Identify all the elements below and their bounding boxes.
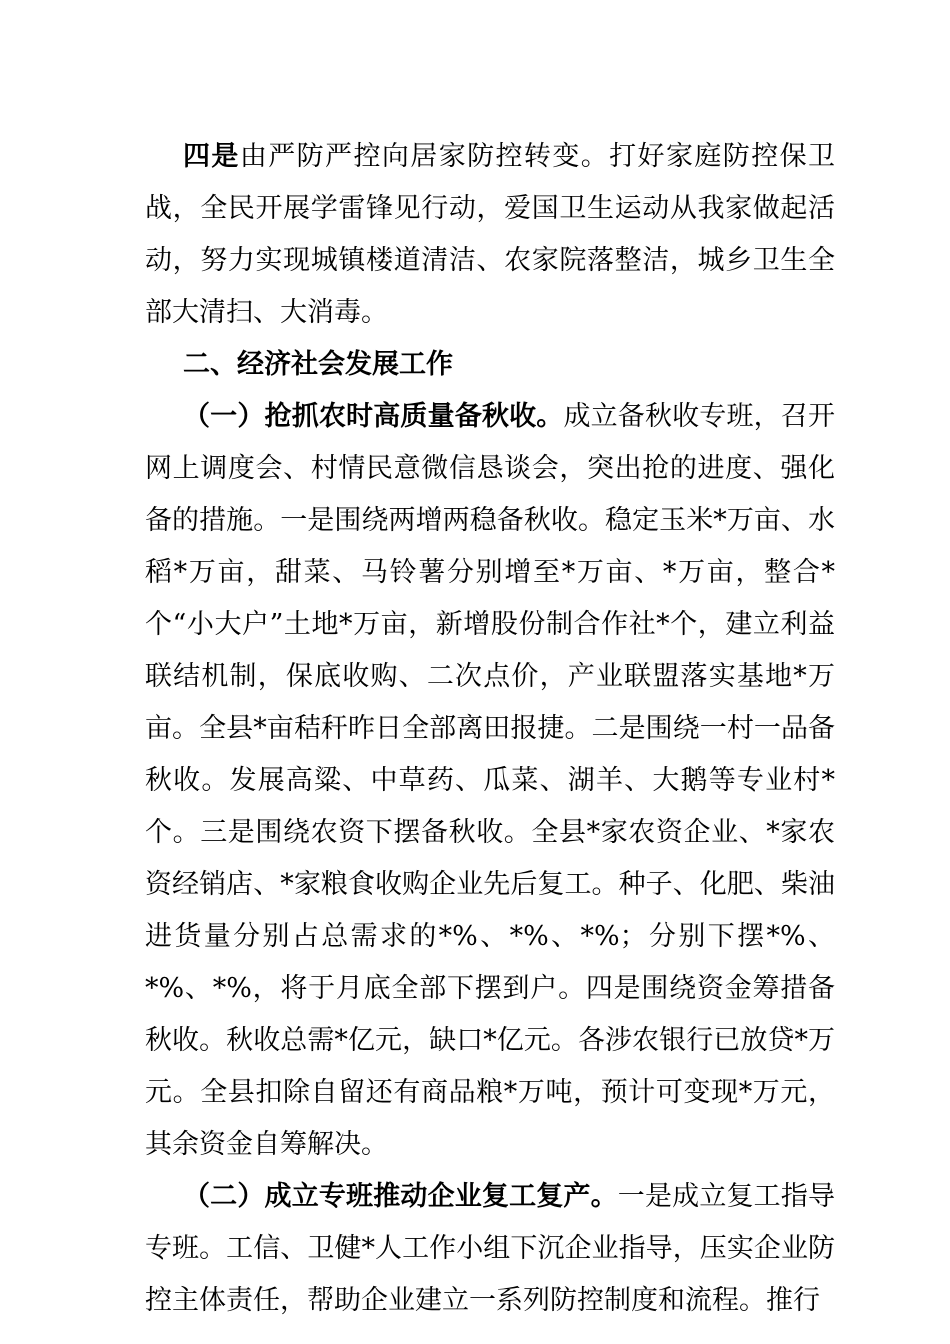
paragraph-1-body: 由严防严控向居家防控转变。打好家庭防控保卫战，全民开展学雷锋见行动，爱国卫生运动从我家做起活动，努力实现城镇楼道清洁、农家院落整洁，城乡卫生全部大清扫、大消毒。: [145, 141, 836, 328]
paragraph-3: [145, 1171, 835, 1327]
paragraph-2: [145, 391, 835, 1171]
document-page: [145, 131, 835, 1327]
paragraph-3-lead: （二）成立专班推动企业复工复产。: [183, 1181, 618, 1212]
paragraph-1-lead: 四是: [183, 141, 240, 172]
paragraph-2-lead: （一）抢抓农时高质量备秋收。: [183, 401, 564, 432]
paragraph-1: [145, 131, 835, 339]
section-heading: 二、经济社会发展工作: [183, 349, 453, 380]
paragraph-2-body: 成立备秋收专班，召开网上调度会、村情民意微信恳谈会，突出抢的进度、强化备的措施。一是围绕两增两稳备秋收。稳定玉米*万亩、水稻*万亩，甜菜、马铃薯分别增至*万亩、*万亩，整合*个“小大户”土地*万亩，新增股份制合作社*个，建立利益联结机制，保底收购、二次点价，产业联盟落实基地*万亩。全县*亩秸秆昨日全部离田报捷。二是围绕一村一品备秋收。发展高粱、中草药、瓜菜、湖羊、大鹅等专业村*个。三是围绕农资下摆备秋收。全县*家农资企业、*家农资经销店、*家粮食收购企业先后复工。种子、化肥、柴油进货量分别占总需求的*%、*%、*%；分别下摆*%、*%、*%，将于月底全部下摆到户。四是围绕资金筹措备秋收。秋收总需*亿元，缺口*亿元。各涉农银行已放贷*万元。全县扣除自留还有商品粮*万吨，预计可变现*万元，其余资金自筹解决。: [145, 401, 836, 1160]
paragraph-3-body: 一是成立复工指导专班。工信、卫健*人工作小组下沉企业指导，压实企业防控主体责任，帮助企业建立一系列防控制度和流程。推行: [145, 1181, 836, 1316]
